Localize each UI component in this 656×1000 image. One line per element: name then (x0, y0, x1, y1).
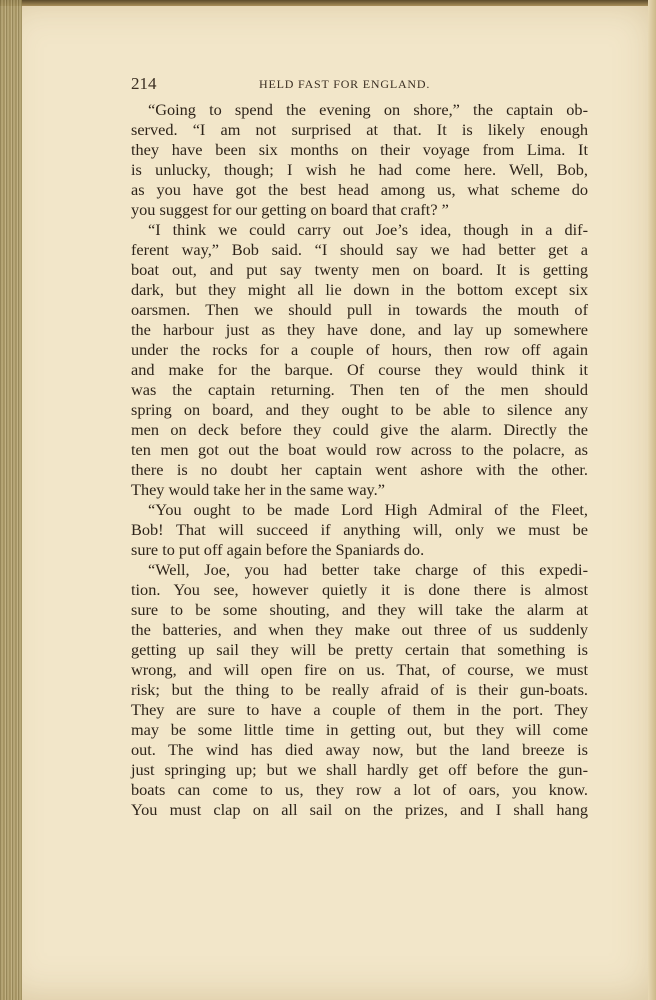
text-line: and make for the barque. Of course they would think it (131, 360, 588, 379)
text-line: the batteries, and when they make out three of us suddenly (131, 620, 588, 639)
text-line: may be some little time in getting out, but they will come (131, 720, 588, 739)
text-line: They are sure to have a couple of them in the port. They (131, 700, 588, 719)
text-line: ten men got out the boat would row across to the polacre, as (131, 440, 588, 459)
text-line: they have been six months on their voyage from Lima. It (131, 140, 588, 159)
page-right-edge (648, 0, 656, 1000)
text-line: out. The wind has died away now, but the land breeze is (131, 740, 588, 759)
text-line: boat out, and put say twenty men on board. It is getting (131, 260, 588, 279)
text-line: “You ought to be made Lord High Admiral of the Fleet, (148, 500, 588, 519)
text-line: ferent way,” Bob said. “I should say we had better get a (131, 240, 588, 259)
text-line: “Well, Joe, you had better take charge of this expedi- (148, 560, 588, 579)
text-line: the harbour just as they have done, and lay up somewhere (131, 320, 588, 339)
text-line: boats can come to us, they row a lot of oars, you know. (131, 780, 588, 799)
text-line: sure to be some shouting, and they will take the alarm at (131, 600, 588, 619)
text-line: was the captain returning. Then ten of the men should (131, 380, 588, 399)
text-line: You must clap on all sail on the prizes, and I shall hang (131, 800, 588, 819)
text-line: tion. You see, however quietly it is done there is almost (131, 580, 588, 599)
text-line: risk; but the thing to be really afraid of is their gun-boats. (131, 680, 588, 699)
text-line: under the rocks for a couple of hours, then row off again (131, 340, 588, 359)
text-line: sure to put off again before the Spaniards do. (131, 540, 425, 559)
running-title: HELD FAST FOR ENGLAND. (259, 77, 431, 91)
text-line: They would take her in the same way.” (131, 480, 385, 499)
text-line: Bob! That will succeed if anything will, only we must be (131, 520, 588, 539)
text-line: oarsmen. Then we should pull in towards the mouth of (131, 300, 588, 319)
page-number: 214 (131, 74, 157, 93)
text-line: wrong, and will open fire on us. That, of course, we must (131, 660, 588, 679)
running-head (131, 74, 588, 96)
text-line: spring on board, and they ought to be able to silence any (131, 400, 588, 419)
text-line: getting up sail they will be pretty certain that something is (131, 640, 588, 659)
text-line: served. “I am not surprised at that. It is likely enough (131, 120, 588, 139)
text-line: just springing up; but we shall hardly get off before the gun- (131, 760, 588, 779)
body-text (131, 100, 588, 820)
page-top-edge (0, 0, 656, 6)
text-line: you suggest for our getting on board that craft? ” (131, 200, 449, 219)
book-binding (0, 0, 22, 1000)
text-line: “I think we could carry out Joe’s idea, though in a dif- (148, 220, 588, 239)
text-line: dark, but they might all lie down in the bottom except six (131, 280, 588, 299)
text-line: is unlucky, though; I wish he had come here. Well, Bob, (131, 160, 588, 179)
text-line: as you have got the best head among us, what scheme do (131, 180, 588, 199)
text-line: “Going to spend the evening on shore,” the captain ob- (148, 100, 588, 119)
text-line: there is no doubt her captain went ashore with the other. (131, 460, 588, 479)
text-line: men on deck before they could give the alarm. Directly the (131, 420, 588, 439)
